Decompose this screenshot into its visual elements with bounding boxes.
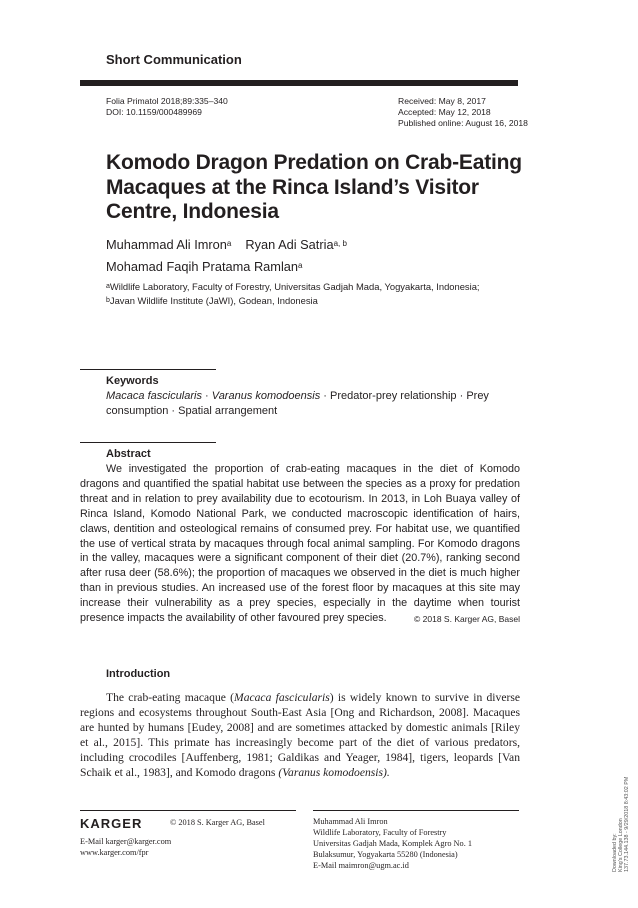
keywords-rule [80,369,216,370]
affiliation-text: Javan Wildlife Institute (JaWI), Godean, Indonesia [109,294,318,306]
contact-line: Universitas Gadjah Mada, Komplek Agro No. 1 [313,839,472,848]
affiliation-sup: a [106,283,110,290]
abstract-rule [80,442,216,443]
contact-line: Wildlife Laboratory, Faculty of Forestry [313,828,447,837]
abstract-text [80,462,520,627]
citation-block [106,96,228,118]
keyword-sep: · [201,390,212,402]
publisher-email[interactable]: E-Mail karger@karger.com [80,837,172,846]
author-sup: a [226,239,232,248]
intro-species: Macaca fascicularis [234,691,330,704]
author-sup: a [298,261,303,270]
intro-text-part: ) is widely known to survive in diverse regions and ecosystems throughout South-East Asia [Ong and Richardson, 2008]. Macaques are hunted by humans [Eudey, 2008] and are sometimes attacked by domestic animals [Riley et al., 2015]. This primate has increasingly become part of the diet of various predators, including crocodiles [Auffenberg, 1981; Galdikas and Yeager, 1984], tigers, leopards [Van Schaik et al., 1983], and Komodo dragons [80,691,520,779]
header-rule [80,80,518,86]
author-name: Muhammad Ali Imron [106,237,227,252]
download-line: 137.73.144.138 - 9/29/2018 8:43:02 PM [624,776,631,872]
accepted-date: Accepted: May 12, 2018 [398,107,491,117]
download-stamp [612,777,631,872]
keywords-heading: Keywords [106,375,159,387]
abstract-heading: Abstract [106,448,151,460]
contact-email[interactable]: E-Mail maimron@ugm.ac.id [313,861,409,870]
article-title: Komodo Dragon Predation on Crab-Eating Macaques at the Rinca Island’s Visitor Centre, Indonesia [106,151,522,223]
corresponding-author [313,816,472,871]
keyword-rest: · Predator-prey relationship · Prey consumption · Spatial arrangement [106,390,489,417]
abstract-paragraph: We investigated the proportion of crab-eating macaques in the diet of Komodo dragons and quantified the spatial habitat use between the species as a proxy for predation threat and in relation to prey availability due to ecotourism. In 2013, in Loh Buaya valley of Rinca Island, Komodo National Park, we conducted macroscopic identification of hairs, claws, dentition and osteological remains of consumed prey. For habitat use, we quantified the use of vertical strata by macaques through focal animal sampling. For Komodo dragons in the valley, macaques were a significant component of their diet (20.7%), ranking second after rusa deer (58.6%); the proportion of macaques we observed in the diet is much higher than in previous studies. An increased use of the forest floor by macaques at this site may increase their vulnerability as a prey species, especially in the daytime when tourist presence impacts the availability of other favoured prey species. [80,463,520,625]
publisher-website[interactable]: www.karger.com/fpr [80,848,149,857]
introduction-text [80,691,520,780]
affiliation-text: Wildlife Laboratory, Faculty of Forestry, Universitas Gadjah Mada, Yogyakarta, Indonesia; [109,281,480,292]
received-date: Received: May 8, 2017 [398,96,486,106]
author-name: Mohamad Faqih Pratama Ramlan [106,259,299,274]
author-sup: a, b [333,239,347,248]
keyword-species: Varanus komodoensis [211,390,321,402]
footer-copyright: © 2018 S. Karger AG, Basel [170,818,265,827]
affiliation-sup: b [106,296,110,304]
author-list [106,234,347,278]
section-label: Short Communication [106,52,242,67]
introduction-heading: Introduction [106,668,171,680]
footer-rule-right [313,810,519,811]
keywords-list [106,389,520,418]
contact-line: Bulaksumur, Yogyakarta 55280 (Indonesia) [313,850,458,859]
abstract-copyright: © 2018 S. Karger AG, Basel [414,614,520,625]
footer-rule-left [80,810,296,811]
journal-citation: Folia Primatol 2018;89:335–340 [106,96,228,106]
intro-text-part: The crab-eating macaque ( [106,691,235,704]
dates-block [398,96,528,129]
intro-species: (Varanus komodoensis). [278,765,390,779]
keyword-species: Macaca fascicularis [106,390,202,402]
author-name: Ryan Adi Satria [245,237,334,252]
doi[interactable]: DOI: 10.1159/000489969 [106,107,202,117]
publisher-contact [80,836,171,858]
publisher-logo: KARGER [80,816,143,831]
download-line: Downloaded by: [612,833,618,872]
affiliations [106,280,480,307]
published-date: Published online: August 16, 2018 [398,118,528,128]
contact-line: Muhammad Ali Imron [313,817,388,826]
download-line: King's College London [618,818,625,872]
